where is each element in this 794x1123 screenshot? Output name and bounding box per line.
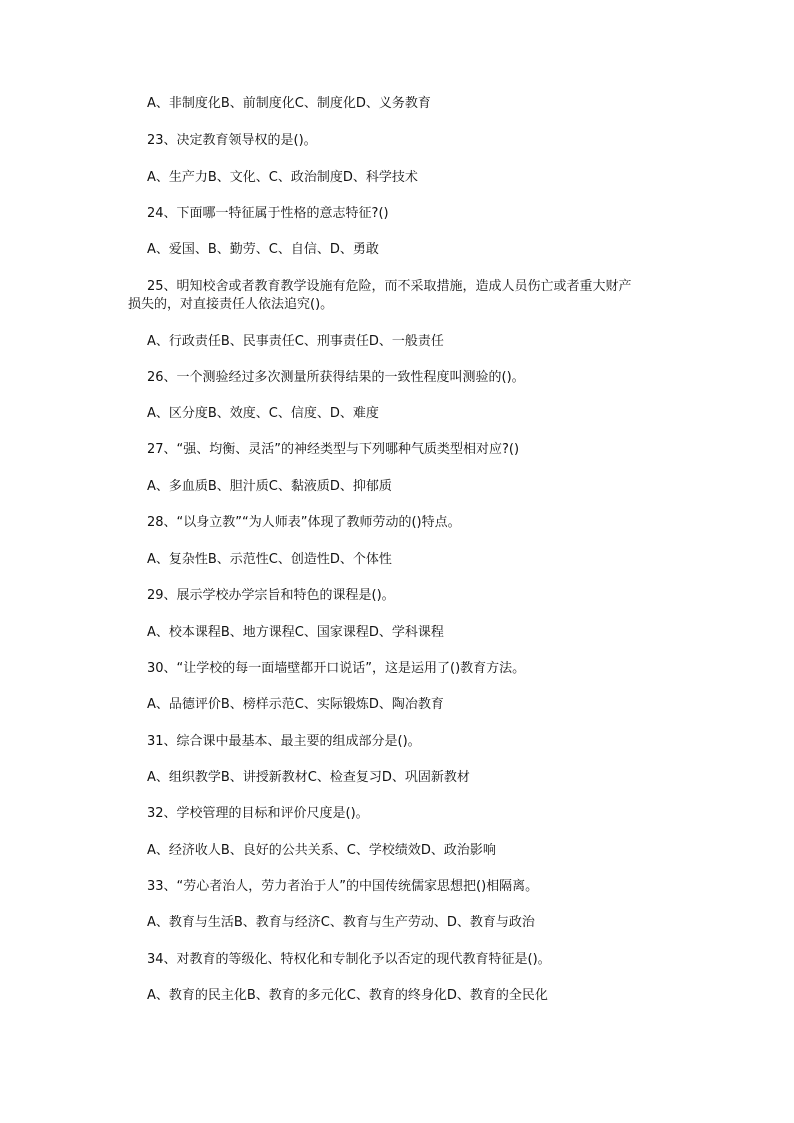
question-34: 34、对教育的等级化、特权化和专制化予以否定的现代教育特征是()。 <box>147 952 551 967</box>
question-27: 27、“强、均衡、灵活”的神经类型与下列哪种气质类型相对应?() <box>147 442 520 457</box>
answer-options-32: A、经济收人B、良好的公共关系、C、学校绩效D、政治影响 <box>147 843 496 858</box>
question-31: 31、综合课中最基本、最主要的组成部分是()。 <box>147 734 421 749</box>
question-28: 28、“以身立教”“为人师表”体现了教师劳动的()特点。 <box>147 515 461 530</box>
question-24: 24、下面哪一特征属于性格的意志特征?() <box>147 206 389 221</box>
question-25 <box>128 278 668 314</box>
question-25-line-2: 损失的，对直接责任人依法追究()。 <box>128 297 334 312</box>
answer-options-34: A、教育的民主化B、教育的多元化C、教育的终身化D、教育的全民化 <box>147 988 548 1003</box>
answer-options-33: A、教育与生活B、教育与经济C、教育与生产劳动、D、教育与政治 <box>147 915 535 930</box>
question-25-line-1: 25、明知校舍或者教育教学设施有危险，而不采取措施，造成人员伤亡或者重大财产 <box>147 279 632 294</box>
answer-options-28: A、复杂性B、示范性C、创造性D、个体性 <box>147 552 392 567</box>
answer-options-24: A、爱国、B、勤劳、C、自信、D、勇敢 <box>147 242 379 257</box>
answer-options-26: A、区分度B、效度、C、信度、D、难度 <box>147 406 379 421</box>
question-32: 32、学校管理的目标和评价尺度是()。 <box>147 806 369 821</box>
answer-options-31: A、组织教学B、讲授新教材C、检查复习D、巩固新教材 <box>147 770 470 785</box>
question-23: 23、决定教育领导权的是()。 <box>147 133 317 148</box>
question-33: 33、“劳心者治人，劳力者治于人”的中国传统儒家思想把()相隔离。 <box>147 879 539 894</box>
answer-options-23: A、生产力B、文化、C、政治制度D、科学技术 <box>147 170 418 185</box>
answer-options-30: A、品德评价B、榜样示范C、实际锻炼D、陶冶教育 <box>147 697 444 712</box>
answer-options-29: A、校本课程B、地方课程C、国家课程D、学科课程 <box>147 625 444 640</box>
answer-options-25: A、行政责任B、民事责任C、刑事责任D、一般责任 <box>147 334 444 349</box>
question-26: 26、一个测验经过多次测量所获得结果的一致性程度叫测验的()。 <box>147 370 525 385</box>
question-29: 29、展示学校办学宗旨和特色的课程是()。 <box>147 588 395 603</box>
answer-options-22: A、非制度化B、前制度化C、制度化D、义务教育 <box>147 96 431 111</box>
answer-options-27: A、多血质B、胆汁质C、黏液质D、抑郁质 <box>147 479 392 494</box>
question-30: 30、“让学校的每一面墙壁都开口说话”，这是运用了()教育方法。 <box>147 661 526 676</box>
